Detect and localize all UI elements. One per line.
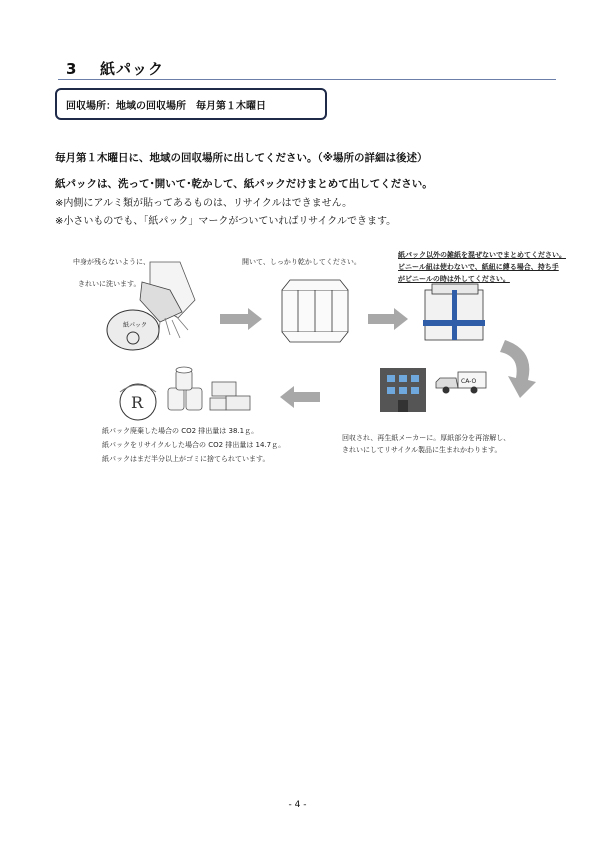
section-title: 紙パック <box>100 60 165 78</box>
toilet-paper-icon <box>168 367 202 410</box>
arrow-left-icon <box>280 386 320 408</box>
wash-caption-1: 中身が残らないように、 <box>73 258 150 266</box>
svg-text:R: R <box>131 393 144 412</box>
bundle-caption-3: がビニールの時は外してください。 <box>398 275 510 283</box>
recycle-caption-2: きれいにしてリサイクル製品に生まれかわります。 <box>342 446 502 454</box>
bundle-caption-2: ビニール紐は使わないで、紙紐に縛る場合、持ち手 <box>398 263 559 271</box>
truck-label: CA-O <box>461 378 477 385</box>
factory-icon <box>380 368 426 412</box>
paper-pack-mark-icon <box>107 310 159 350</box>
recycle-caption-1: 回収され、再生紙メーカーに。厚紙部分を再溶解し、 <box>342 434 511 442</box>
section-number: 3 <box>66 60 78 78</box>
paper-pack-mark-label: 紙パック <box>123 322 148 329</box>
co2-caption-3: 紙パックはまだ半分以上がゴミに捨てられています。 <box>102 455 270 463</box>
recycle-mark-icon <box>120 384 156 420</box>
arrow-right-icon <box>368 308 408 330</box>
bundle-icon <box>423 284 485 340</box>
body-line-1: 毎月第１木曜日に、地域の回収場所に出してください。（※場所の詳細は後述） <box>55 152 428 164</box>
body-line-4: ※小さいものでも、「紙パック」マークがついていればリサイクルできます。 <box>55 216 397 227</box>
page-number: - 4 - <box>288 800 307 810</box>
curved-arrow-icon <box>500 340 536 398</box>
bundle-caption-1: 紙パック以外の雑紙を混ぜないでまとめてください。 <box>398 251 566 259</box>
co2-caption-2: 紙パックをリサイクルした場合の CO2 排出量は 14.7ｇ。 <box>102 441 286 449</box>
tissue-box-icon <box>210 382 250 410</box>
wash-caption-2: きれいに洗います。 <box>78 280 141 288</box>
body-line-2: 紙パックは、洗って･開いて･乾かして、紙パックだけまとめて出してください。 <box>55 178 433 190</box>
opened-carton-icon <box>282 280 348 342</box>
dry-caption: 開いて、しっかり乾かしてください。 <box>242 258 361 266</box>
co2-caption-1: 紙パック廃棄した場合の CO2 排出量は 38.1ｇ。 <box>102 427 259 435</box>
truck-icon <box>436 372 486 394</box>
body-line-3: ※内側にアルミ類が貼ってあるものは、リサイクルはできません。 <box>55 198 353 209</box>
arrow-right-icon <box>220 308 262 330</box>
collection-info-text: 回収場所：地域の回収場所 毎月第１木曜日 <box>66 101 266 112</box>
